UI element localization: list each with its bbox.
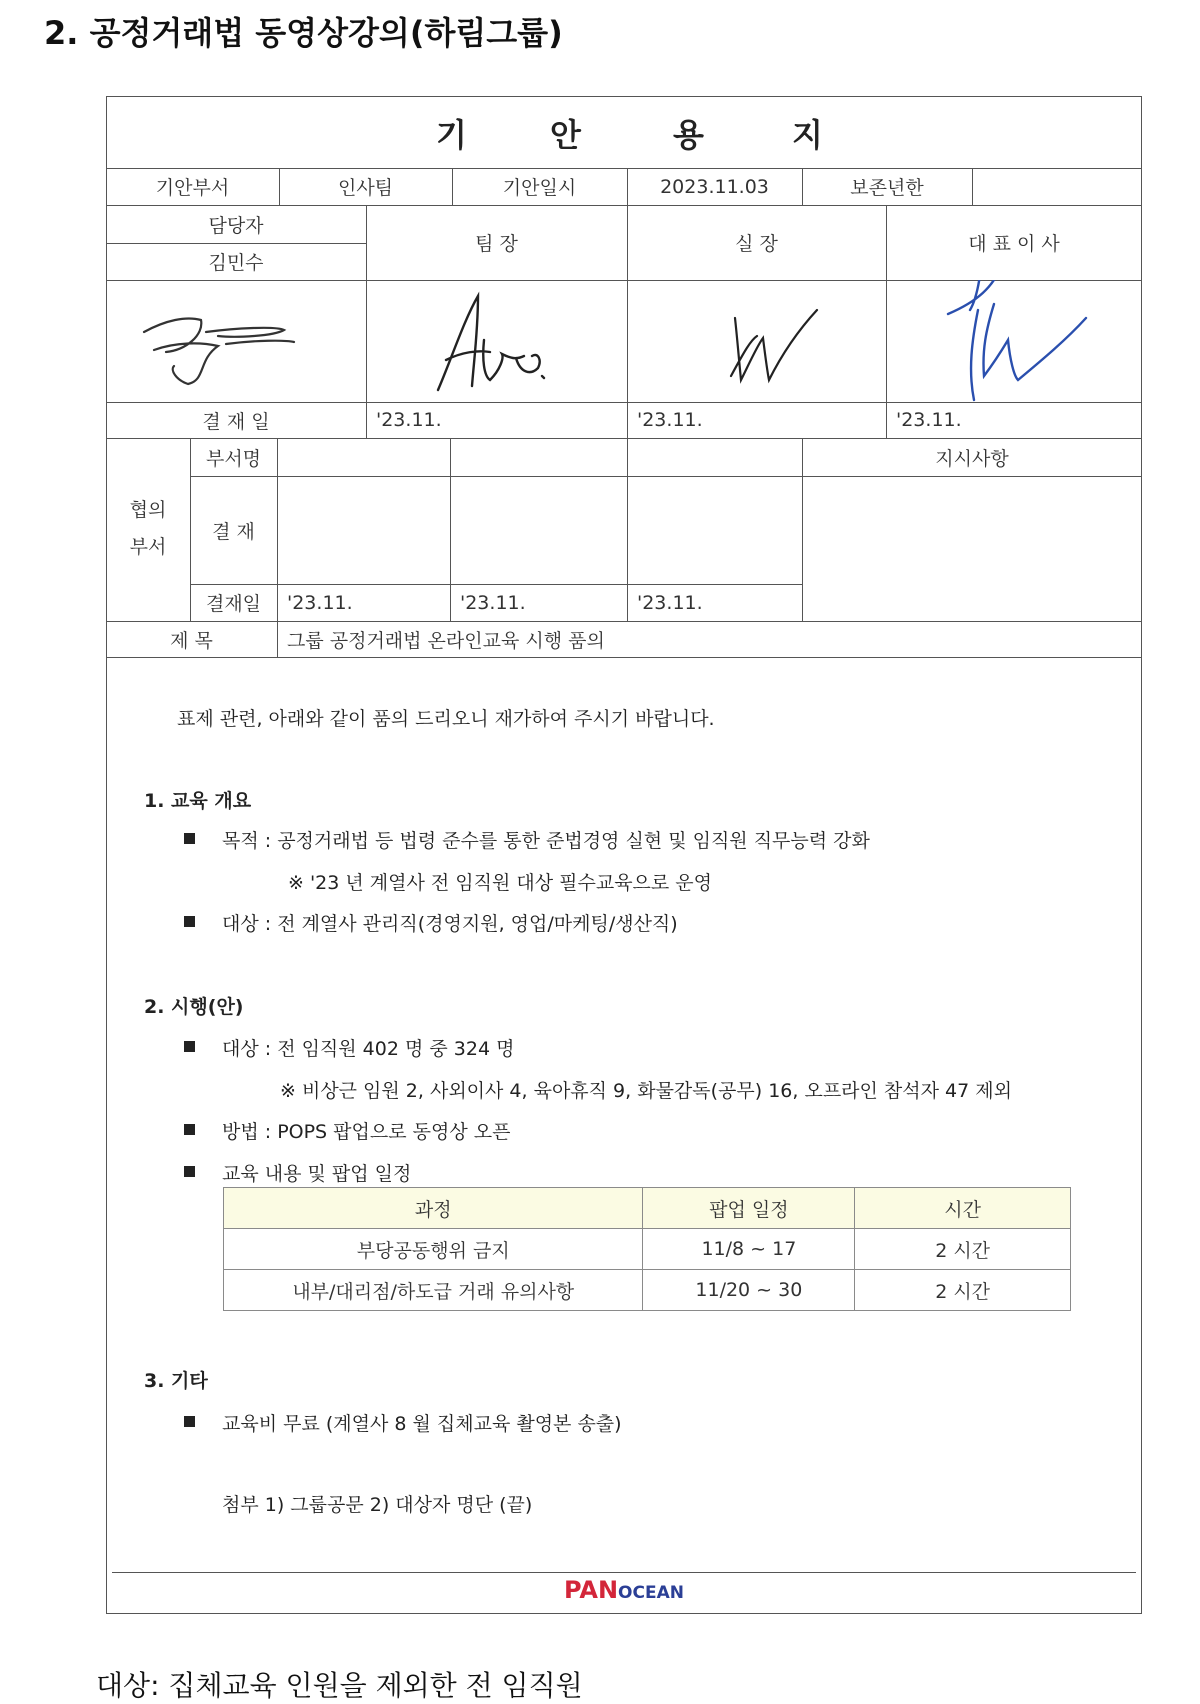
form-title-char: 안: [550, 116, 581, 154]
team-lead-signature: [366, 280, 627, 402]
director-approval-date: '23.11.: [637, 409, 703, 431]
table-header-cell: 과정: [224, 1188, 643, 1229]
logo-ocean-text: OCEAN: [618, 1583, 684, 1603]
retention-value: [972, 168, 1142, 205]
ceo-label: 대 표 이 사: [968, 233, 1060, 255]
footer-note: 대상: 집체교육 인원을 제외한 전 임직원: [96, 1669, 583, 1702]
staff-label: 담당자: [208, 214, 264, 237]
coop-approval-date: '23.11.: [637, 591, 703, 614]
cost-text: 교육비 무료 (계열사 8 월 집체교육 촬영본 송출): [222, 1413, 622, 1435]
bullet-square-icon: [184, 1166, 195, 1177]
draft-dept-value: 인사팀: [337, 177, 394, 199]
section1-title: 1. 교육 개요: [144, 790, 252, 812]
team-lead-label: 팀 장: [475, 233, 518, 255]
form-title-char: 용: [673, 116, 704, 154]
table-header-cell: 시간: [855, 1188, 1071, 1229]
subject-label: 제 목: [170, 629, 213, 652]
team-lead-approval-date: '23.11.: [376, 409, 442, 431]
form-title: [106, 110, 1142, 160]
course-schedule-table: [223, 1187, 1071, 1311]
impl-target-text: 대상 : 전 임직원 402 명 중 324 명: [222, 1038, 515, 1060]
draft-dept-label: 기안부서: [155, 177, 230, 199]
instruction-label: 지시사항: [935, 447, 1009, 470]
coop-label-line1: 협의: [129, 498, 167, 521]
director-signature: [627, 280, 886, 402]
subject-value: 그룹 공정거래법 온라인교육 시행 품의: [287, 629, 605, 652]
table-cell: 부당공동행위 금지: [224, 1229, 643, 1270]
coop-dept-name-label: 부서명: [205, 447, 262, 470]
bullet-square-icon: [184, 1041, 195, 1052]
coop-label-line2: 부서: [129, 535, 167, 558]
impl-target-note: ※ 비상근 임원 2, 사외이사 4, 육아휴직 9, 화물감독(공무) 16, 오프라인 참석자 47 제외: [280, 1080, 1012, 1102]
panocean-logo: [106, 1576, 1142, 1604]
ceo-signature: [886, 280, 1142, 402]
table-header-row: [224, 1188, 1071, 1229]
draft-date-label: 기안일시: [502, 177, 577, 199]
form-title-char: 기: [436, 116, 467, 154]
table-cell: 11/20 ~ 30: [643, 1270, 855, 1311]
staff-name: 김민수: [208, 252, 264, 274]
target-text: 대상 : 전 계열사 관리직(경영지원, 영업/마케팅/생산직): [222, 913, 678, 935]
attachment-text: 첨부 1) 그룹공문 2) 대상자 명단 (끝): [222, 1494, 533, 1516]
approval-date-label: 결 재 일: [202, 410, 270, 433]
staff-signature: [106, 280, 366, 402]
intro-text: 표제 관련, 아래와 같이 품의 드리오니 재가하여 주시기 바랍니다.: [177, 708, 715, 730]
coop-approval-date: '23.11.: [460, 591, 526, 614]
section2-title: 2. 시행(안): [144, 996, 244, 1018]
table-cell: 2 시간: [855, 1270, 1071, 1311]
logo-pan-text: PAN: [564, 1576, 619, 1604]
table-header-cell: 팝업 일정: [643, 1188, 855, 1229]
ceo-approval-date: '23.11.: [896, 409, 962, 431]
purpose-text: 목적 : 공정거래법 등 법령 준수를 통한 준법경영 실현 및 임직원 직무능력 강화: [222, 830, 870, 852]
bullet-square-icon: [184, 1124, 195, 1135]
table-row: [224, 1270, 1071, 1311]
bullet-square-icon: [184, 1416, 195, 1427]
bullet-square-icon: [184, 916, 195, 927]
coop-approval-date: '23.11.: [287, 591, 353, 614]
table-cell: 2 시간: [855, 1229, 1071, 1270]
coop-approval-label: 결 재: [212, 520, 255, 543]
method-text: 방법 : POPS 팝업으로 동영상 오픈: [222, 1121, 511, 1143]
section3-title: 3. 기타: [144, 1370, 208, 1392]
draft-date-value: 2023.11.03: [660, 175, 769, 198]
schedule-title: 교육 내용 및 팝업 일정: [222, 1163, 412, 1185]
page-heading: 2. 공정거래법 동영상강의(하림그룹): [44, 14, 563, 52]
director-label: 실 장: [735, 233, 778, 255]
purpose-note: ※ '23 년 계열사 전 임직원 대상 필수교육으로 운영: [288, 872, 713, 894]
table-cell: 내부/대리점/하도급 거래 유의사항: [224, 1270, 643, 1311]
bullet-square-icon: [184, 833, 195, 844]
table-cell: 11/8 ~ 17: [643, 1229, 855, 1270]
coop-date-label: 결재일: [205, 593, 262, 615]
form-title-char: 지: [792, 116, 823, 154]
table-row: [224, 1229, 1071, 1270]
retention-label: 보존년한: [850, 177, 924, 199]
